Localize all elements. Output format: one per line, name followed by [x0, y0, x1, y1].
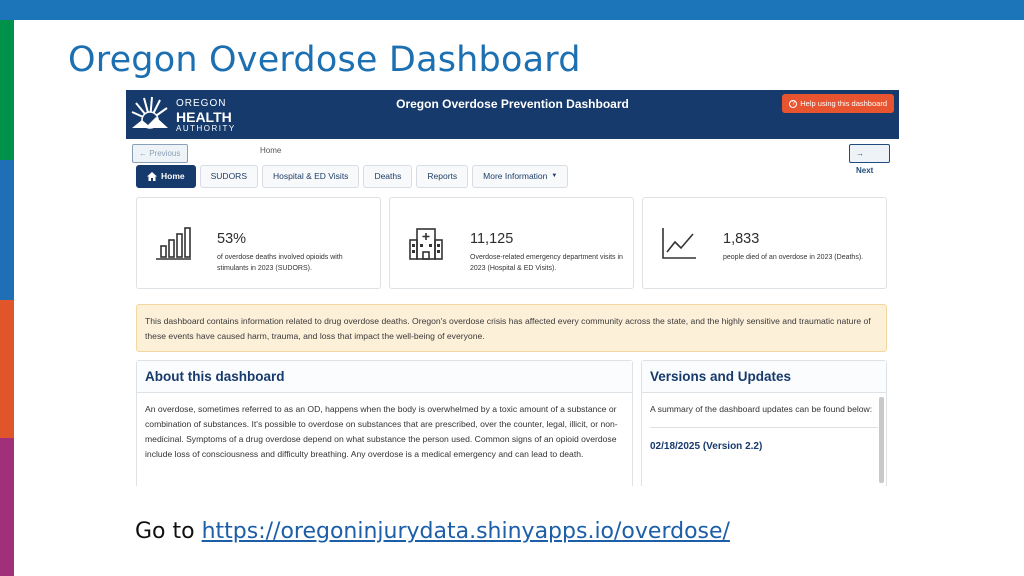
previous-button[interactable]: ← Previous — [132, 144, 188, 163]
versions-panel-body — [642, 393, 886, 463]
divider — [650, 427, 878, 428]
line-chart-icon — [661, 226, 697, 260]
stat-card-deaths — [642, 197, 887, 289]
stat-value: 11,125 — [470, 231, 514, 247]
help-icon: ? — [789, 100, 797, 108]
content-warning-alert: This dashboard contains information related to drug overdose deaths. Oregon's overdose crisis has affected every community across the state, and the highly sensitive and traumatic nature of these events have caused harm, trauma, and loss that impact the well-being of everyone. — [136, 304, 887, 352]
app-title: Oregon Overdose Prevention Dashboard — [396, 97, 629, 111]
panel-scrollbar[interactable] — [879, 397, 884, 483]
stat-value: 1,833 — [723, 231, 760, 247]
versions-intro: A summary of the dashboard updates can be found below: — [650, 404, 873, 414]
tab-bar — [136, 165, 568, 188]
about-panel-body: An overdose, sometimes referred to as an OD, happens when the body is overwhelmed by a toxic amount of a substance or combination of substances. It's possible to overdose on substances that are prescribed, over the counter, legal, illicit, or non-medicinal. Symptoms of a drug overdose depend on what substance the person used. Common signs of an opioid overdose include loss of consciousness and difficulty breathing. Any overdose is a medical emergency and can lead to death. — [145, 404, 618, 459]
tab-more-label: More Information — [483, 171, 548, 181]
side-strip-orange — [0, 300, 14, 438]
tab-deaths-label: Deaths — [374, 171, 402, 181]
logo-line-1: OREGON — [176, 98, 227, 109]
tab-home[interactable] — [136, 165, 196, 188]
caret-down-icon: ▼ — [551, 173, 558, 179]
about-panel — [136, 360, 633, 486]
dashboard-screenshot — [126, 90, 899, 486]
breadcrumb: Home — [260, 146, 282, 155]
about-panel-title: About this dashboard — [137, 361, 632, 393]
versions-panel-title: Versions and Updates — [642, 361, 886, 393]
bar-chart-icon — [155, 226, 191, 260]
help-button[interactable] — [782, 94, 894, 113]
tab-hospital-label: Hospital & ED Visits — [273, 171, 349, 181]
stat-card-sudors — [136, 197, 381, 289]
stat-value: 53% — [217, 231, 247, 247]
side-strip-purple — [0, 438, 14, 576]
footer-prefix: Go to — [135, 519, 195, 544]
dashboard-link[interactable]: https://oregoninjurydata.shinyapps.io/overdose/ — [201, 519, 730, 544]
next-button[interactable]: → Next — [849, 144, 890, 163]
tab-deaths[interactable] — [363, 165, 412, 188]
tab-hospital-ed-visits[interactable] — [262, 165, 359, 188]
tab-more-information[interactable] — [472, 165, 568, 188]
tab-sudors-label: SUDORS — [210, 171, 247, 181]
tab-reports-label: Reports — [427, 171, 458, 181]
stat-description: of overdose deaths involved opioids with stimulants in 2023 (SUDORS). — [217, 254, 343, 272]
hospital-icon — [408, 226, 444, 260]
stat-description: Overdose-related emergency department visits in 2023 (Hospital & ED Visits). — [470, 254, 623, 272]
stat-card-hospital — [389, 197, 634, 289]
logo-line-3: AUTHORITY — [176, 124, 236, 133]
help-button-label: Help using this dashboard — [800, 99, 887, 108]
tab-reports[interactable] — [416, 165, 468, 188]
side-strip-blue — [0, 160, 14, 300]
slide-top-bar — [0, 0, 1024, 20]
logo-line-2: HEALTH — [176, 109, 232, 125]
slide-title: Oregon Overdose Dashboard — [68, 40, 581, 80]
app-header — [126, 90, 899, 139]
versions-panel — [641, 360, 887, 486]
stat-description: people died of an overdose in 2023 (Deaths). — [723, 254, 864, 261]
tab-sudors[interactable] — [200, 165, 258, 188]
home-icon — [147, 172, 157, 181]
tab-home-label: Home — [161, 171, 185, 181]
side-strip-green — [0, 20, 14, 160]
version-entry[interactable]: 02/18/2025 (Version 2.2) — [650, 441, 763, 452]
footer-text — [135, 519, 730, 544]
